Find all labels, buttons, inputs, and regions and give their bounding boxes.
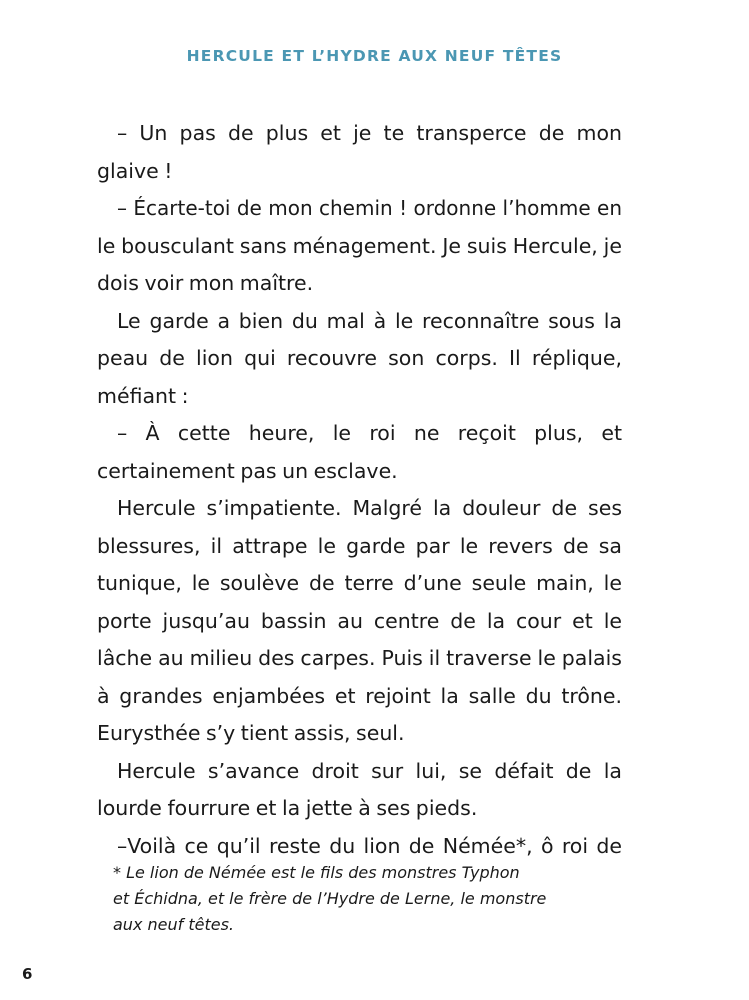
text-line: porte jusqu’au bassin au centre de la cour et le [97,608,622,633]
page-number: 6 [22,965,33,983]
footnote-line: et Échidna, et le frère de l’Hydre de Lerne, le monstre [113,889,547,908]
footnote-line: * Le lion de Némée est le fils des monstres Typhon [113,863,520,882]
text-line: –Voilà ce qu’il reste du lion de Némée*, ô roi de [117,833,622,858]
text-line: à grandes enjambées et rejoint la salle du trône. [97,683,622,708]
running-header: HERCULE ET L’HYDRE AUX NEUF TÊTES [186,47,563,65]
text-line: certainement pas un esclave. [97,458,398,483]
text-line: – À cette heure, le roi ne reçoit plus, et [117,421,622,445]
text-line: blessures, il attrape le garde par le revers de sa [97,533,622,558]
text-line: Eurysthée s’y tient assis, seul. [97,721,405,745]
text-line: Hercule s’impatiente. Malgré la douleur de ses [117,496,622,520]
footnote-line: aux neuf têtes. [113,915,234,934]
text-line: dois voir mon maître. [97,271,314,295]
text-line: – Écarte-toi de mon chemin ! ordonne l’homme en [117,196,622,220]
footnote [113,860,583,938]
body-text [97,115,622,865]
text-line: méfiant : [97,383,189,408]
text-line: lâche au milieu des carpes. Puis il traverse le palais [97,646,622,670]
text-line: le bousculant sans ménagement. Je suis Hercule, je [97,233,622,258]
text-line: glaive ! [97,158,173,183]
text-line: – Un pas de plus et je te transperce de mon [117,121,622,145]
text-line: Le garde a bien du mal à le reconnaître sous la [117,308,622,333]
text-line: lourde fourrure et la jette à ses pieds. [97,796,478,820]
text-line: peau de lion qui recouvre son corps. Il réplique, [97,346,622,370]
text-line: tunique, le soulève de terre d’une seule main, le [97,571,622,595]
text-line: Hercule s’avance droit sur lui, se défait de la [117,758,622,783]
